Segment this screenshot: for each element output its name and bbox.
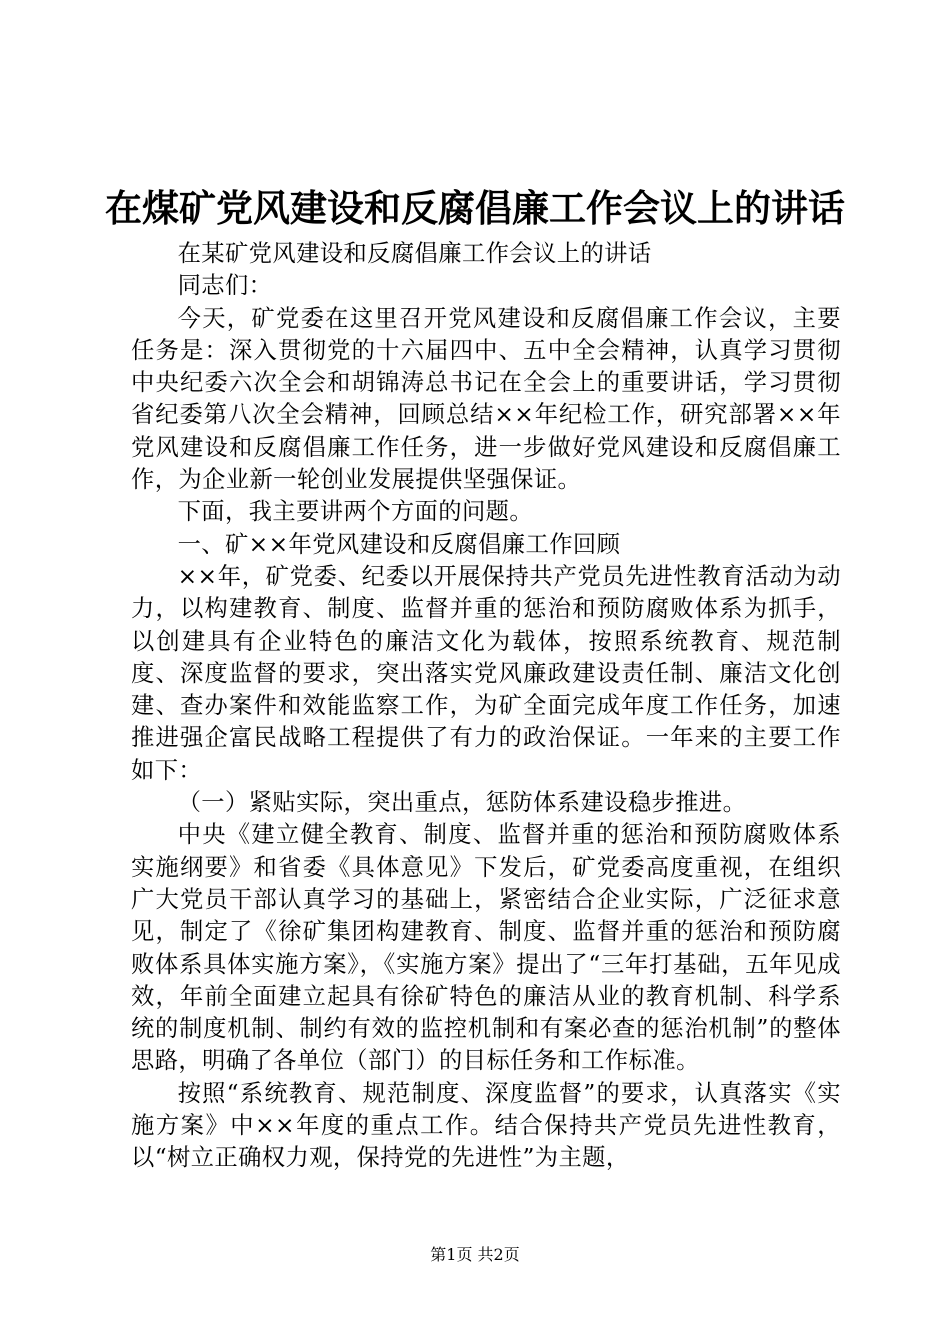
body-paragraph: 中央《建立健全教育、制度、监督并重的惩治和预防腐败体系实施纲要》和省委《具体意见》下发后，矿党委高度重视，在组织广大党员干部认真学习的基础上，紧密结合企业实际，广泛征求意见，制定了《徐矿集团构建教育、制度、监督并重的惩治和预防腐败体系具体实施方案》，《实施方案》提出了“三年打基础，五年见成效，年前全面建立起具有徐矿特色的廉洁从业的教育机制、科学系统的制度机制、制约有效的监控机制和有案必查的惩治机制”的整体思路，明确了各单位（部门）的目标任务和工作标准。 [131, 821, 841, 1075]
salutation-paragraph: 同志们： [177, 272, 273, 300]
body-paragraph: 下面，我主要讲两个方面的问题。 [177, 498, 534, 526]
document-body [131, 238, 841, 1175]
body-paragraph: ××年，矿党委、纪委以开展保持共产党员先进性教育活动为动力，以构建教育、制度、监督并重的惩治和预防腐败体系为抓手，以创建具有企业特色的廉洁文化为载体，按照系统教育、规范制度、深度监督的要求，突出落实党风廉政建设责任制、廉洁文化创建、查办案件和效能监察工作，为矿全面完成年度工作任务，加速推进强企富民战略工程提供了有力的政治保证。一年来的主要工作如下： [131, 562, 841, 784]
body-paragraph: 按照“系统教育、规范制度、深度监督”的要求，认真落实《实施方案》中××年度的重点工作。结合保持共产党员先进性教育，以“树立正确权力观，保持党的先进性”为主题， [131, 1079, 841, 1172]
subsection-heading: （一）紧贴实际，突出重点，惩防体系建设稳步推进。 [177, 789, 747, 817]
subtitle-paragraph: 在某矿党风建设和反腐倡廉工作会议上的讲话 [177, 240, 652, 267]
body-paragraph: 今天，矿党委在这里召开党风建设和反腐倡廉工作会议，主要任务是：深入贯彻党的十六届四中、五中全会精神，认真学习贯彻中央纪委六次全会和胡锦涛总书记在全会上的重要讲话，学习贯彻省纪委第八次全会精神，回顾总结××年纪检工作，研究部署××年党风建设和反腐倡廉工作任务，进一步做好党风建设和反腐倡廉工作，为企业新一轮创业发展提供坚强保证。 [131, 304, 841, 494]
page-footer: 第1页 共2页 [430, 1245, 520, 1264]
section-heading: 一、矿××年党风建设和反腐倡廉工作回顾 [177, 530, 621, 558]
document-title: 在煤矿党风建设和反腐倡廉工作会议上的讲话 [105, 186, 845, 230]
